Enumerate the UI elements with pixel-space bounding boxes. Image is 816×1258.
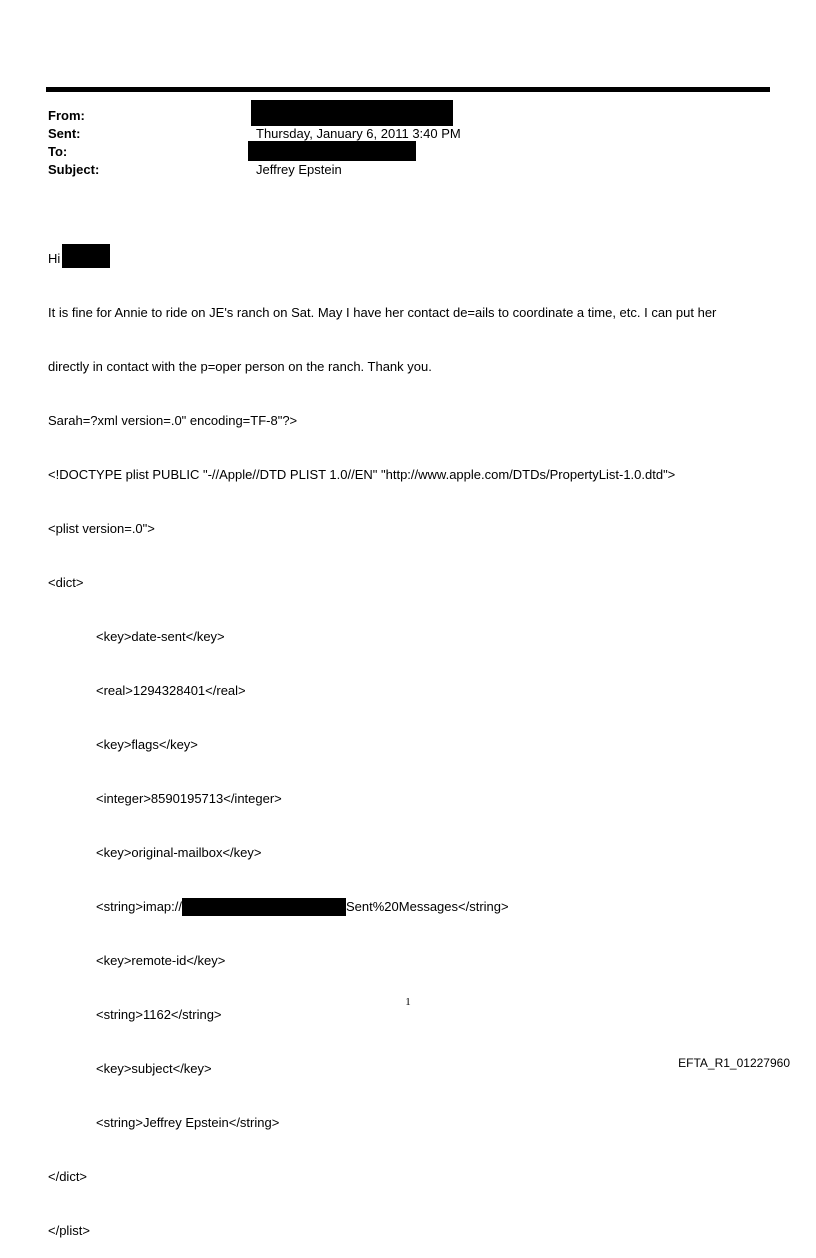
page-number: 1 — [405, 996, 411, 1008]
plist-open-line: <plist version=.0"> — [48, 521, 155, 536]
doctype-line: <!DOCTYPE plist PUBLIC "-//Apple//DTD PLIST 1.0//EN" "http://www.apple.com/DTDs/PropertyList-1.0.dtd"> — [48, 467, 676, 482]
from-redaction — [251, 100, 453, 126]
email-body — [48, 214, 768, 1258]
plist-line: <key>date-sent</key> — [96, 629, 225, 644]
plist-line: <integer>8590195713</integer> — [96, 791, 282, 806]
sent-label: Sent: — [48, 126, 81, 141]
imap-prefix: <string>imap:// — [96, 899, 182, 914]
from-label: From: — [48, 108, 85, 123]
dict-open-line: <dict> — [48, 575, 84, 590]
greeting: Hi — [48, 251, 61, 266]
body-line-2: directly in contact with the p=oper person on the ranch. Thank you. — [48, 359, 432, 374]
sent-value: Thursday, January 6, 2011 3:40 PM — [256, 126, 461, 141]
bates-number: EFTA_R1_01227960 — [678, 1056, 790, 1070]
subject-label: Subject: — [48, 162, 100, 177]
body-line-1: It is fine for Annie to ride on JE's ranch on Sat. May I have her contact de=ails to coordinate a time, etc. I can put her — [48, 305, 717, 320]
plist-line: <string>Jeffrey Epstein</string> — [96, 1115, 280, 1130]
plist-line: <key>flags</key> — [96, 737, 198, 752]
plist-line: <string>1162</string> — [96, 1007, 222, 1022]
dict-close-line: </dict> — [48, 1169, 88, 1184]
greeting-line — [48, 250, 768, 268]
plist-close-line: </plist> — [48, 1223, 90, 1238]
plist-line: <key>original-mailbox</key> — [96, 845, 262, 860]
imap-suffix: Sent%20Messages</string> — [346, 899, 509, 914]
imap-redaction — [182, 898, 346, 916]
to-label: To: — [48, 144, 68, 159]
plist-line: <real>1294328401</real> — [96, 683, 246, 698]
plist-line: <key>subject</key> — [96, 1061, 212, 1076]
body-line-3: Sarah=?xml version=.0" encoding=TF-8"?> — [48, 413, 298, 428]
greeting-redaction — [62, 244, 110, 268]
plist-line: <key>remote-id</key> — [96, 953, 226, 968]
subject-value: Jeffrey Epstein — [256, 162, 342, 177]
imap-line — [48, 898, 768, 916]
header-rule — [46, 87, 770, 92]
to-redaction — [248, 141, 416, 161]
